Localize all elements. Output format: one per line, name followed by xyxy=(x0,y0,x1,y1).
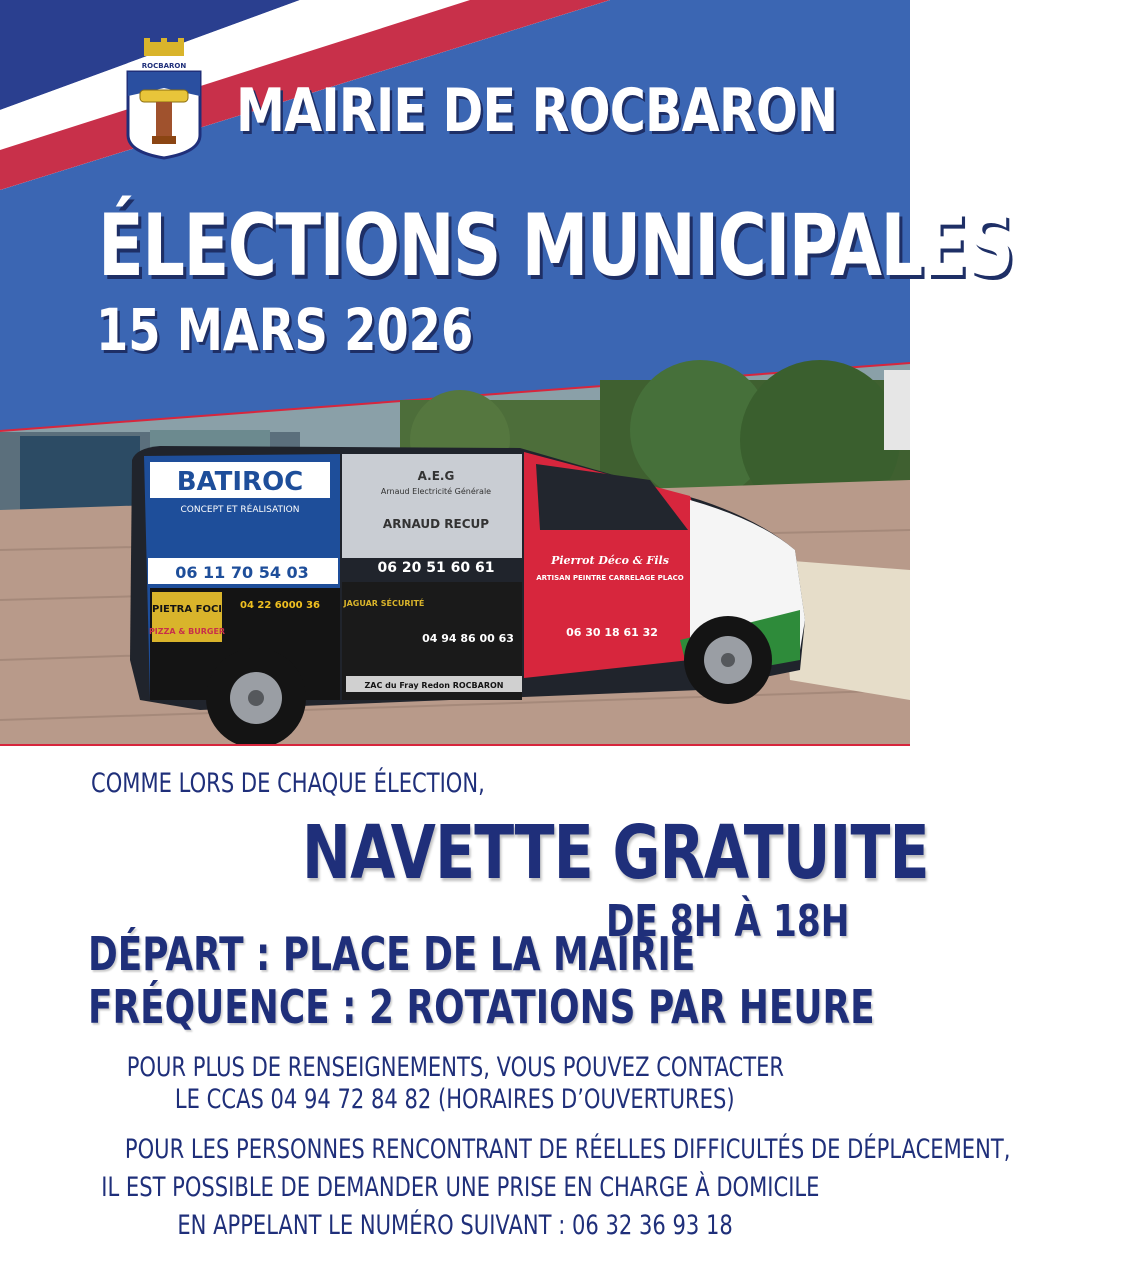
pierrot-sub: ARTISAN PEINTRE CARRELAGE PLACO xyxy=(536,574,684,582)
pizza-label: PIZZA & BURGER xyxy=(148,627,226,636)
aeg-logo: A.E.G xyxy=(417,469,455,483)
info-line-2 xyxy=(0,1084,910,1115)
van-photo xyxy=(0,360,910,746)
aeg-sub: Arnaud Electricité Générale xyxy=(380,487,492,496)
arnaud-recup: ARNAUD RECUP xyxy=(382,517,490,531)
info-line-3 xyxy=(0,1134,1011,1165)
batiroc-logo: BATIROC xyxy=(176,467,304,497)
depart-text: DÉPART : PLACE DE LA MAIRIE xyxy=(88,927,696,981)
election-date: 15 MARS 2026 xyxy=(96,296,474,364)
pietra-phone: 04 22 6000 36 xyxy=(239,600,321,611)
info-section xyxy=(0,746,1011,1287)
mairie-title: MAIRIE DE ROCBARON xyxy=(236,76,838,146)
jaguar-phone: 04 94 86 00 63 xyxy=(422,632,514,645)
info-line-4-text: IL EST POSSIBLE DE DEMANDER UNE PRISE EN CHARGE À DOMICILE xyxy=(101,1172,820,1203)
info-line-4 xyxy=(0,1172,910,1203)
intro-text: COMME LORS DE CHAQUE ÉLECTION, xyxy=(91,768,485,799)
batiroc-sub: CONCEPT ET RÉALISATION xyxy=(180,505,300,515)
info-line-5-text: EN APPELANT LE NUMÉRO SUIVANT : 06 32 36 93 18 xyxy=(177,1210,733,1241)
rocbaron-logo xyxy=(126,40,202,160)
info-line-1 xyxy=(0,1052,910,1083)
info-line-3-text: POUR LES PERSONNES RENCONTRANT DE RÉELLES DIFFICULTÉS DE DÉPLACEMENT, xyxy=(124,1134,1011,1165)
pietra-logo: PIETRA FOCI xyxy=(151,604,223,615)
pierrot-logo: Pierrot Déco & Fils xyxy=(551,554,669,567)
batiroc-phone: 06 11 70 54 03 xyxy=(175,563,309,582)
hours-text: DE 8H À 18H xyxy=(606,896,850,947)
jaguar-logo: JAGUAR SÉCURITÉ xyxy=(343,599,425,608)
info-line-2-text: LE CCAS 04 94 72 84 82 (HORAIRES D’OUVERTURES) xyxy=(175,1084,735,1115)
frequence-text: FRÉQUENCE : 2 ROTATIONS PAR HEURE xyxy=(88,980,875,1034)
info-line-5 xyxy=(0,1210,910,1241)
info-line-1-text: POUR PLUS DE RENSEIGNEMENTS, VOUS POUVEZ CONTACTER xyxy=(126,1052,784,1083)
elections-title: ÉLECTIONS MUNICIPALES xyxy=(98,196,1013,296)
navette-title: NAVETTE GRATUITE xyxy=(302,810,929,896)
svg-text:ROCBARON: ROCBARON xyxy=(141,62,187,70)
jaguar-address: ZAC du Fray Redon ROCBARON xyxy=(364,681,504,690)
pierrot-phone: 06 30 18 61 32 xyxy=(566,626,658,639)
aeg-phone: 06 20 51 60 61 xyxy=(377,560,495,576)
